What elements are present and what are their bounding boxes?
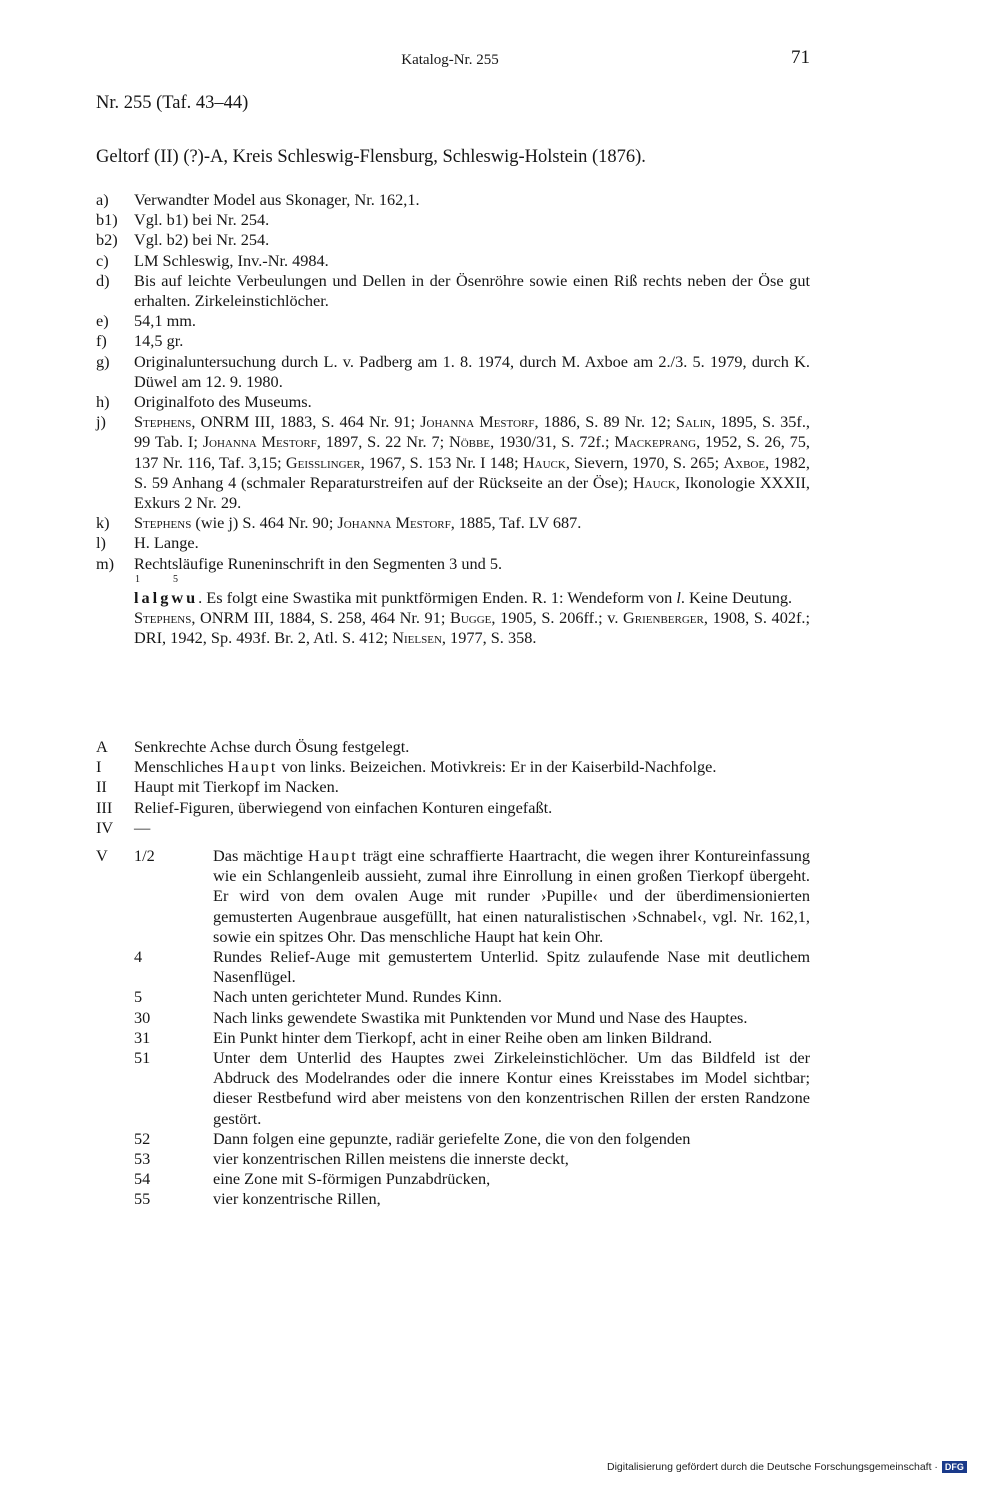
- entry-key: f): [96, 331, 107, 351]
- motif-text: Nach unten gerichteter Mund. Rundes Kinn.: [213, 987, 502, 1007]
- motif-row: [96, 1149, 810, 1169]
- author-name: Mackeprang: [614, 432, 697, 452]
- motif-text: vier konzentrischen Rillen meistens die innerste deckt,: [213, 1149, 569, 1169]
- entry-text: Rechtsläufige Runeninschrift in den Segmenten 3 und 5.: [134, 553, 503, 573]
- motif-row: [96, 846, 810, 947]
- section-key: II: [96, 777, 107, 797]
- motif-row: [96, 1048, 810, 1129]
- section-A: [96, 737, 810, 757]
- entries-list: [96, 190, 810, 648]
- citation-text: , 1895, S. 35f., 99 Tab. I;: [134, 412, 810, 452]
- citation-text: , ONRM III, 1884, S. 258, 464 Nr. 91;: [191, 608, 450, 628]
- entry-text: Vgl. b2) bei Nr. 254.: [134, 230, 270, 250]
- citation-text: , Sievern, 1970, S. 265;: [565, 452, 724, 472]
- entry-text: 54,1 mm.: [134, 311, 196, 331]
- section-text: Menschliches: [134, 757, 228, 777]
- section-key: III: [96, 797, 113, 817]
- motif-row: [96, 987, 810, 1007]
- catalog-number-heading: Nr. 255 (Taf. 43–44): [96, 93, 249, 113]
- entry-b1: [96, 210, 810, 230]
- entry-key: j): [96, 412, 106, 432]
- motif-number: 1/2: [134, 846, 155, 865]
- section-text: Haupt mit Tierkopf im Nacken.: [134, 777, 339, 797]
- rune-transliteration: lalgwu: [134, 587, 199, 607]
- author-name: Nöbbe: [448, 432, 491, 452]
- entry-text: Vgl. b1) bei Nr. 254.: [134, 210, 270, 230]
- author-name: Salin: [675, 412, 712, 432]
- motif-number: 55: [134, 1189, 151, 1209]
- motif-number: 30: [134, 1007, 151, 1027]
- motif-number: 52: [134, 1128, 151, 1148]
- citation-text: , 1977, S. 358.: [441, 628, 537, 648]
- rune-index-5: 5: [173, 573, 178, 585]
- section-II: [96, 777, 810, 797]
- entry-b2: [96, 230, 810, 250]
- entry-key: c): [96, 250, 109, 270]
- entry-e: [96, 311, 810, 331]
- entry-key: b2): [96, 230, 118, 250]
- entry-text: Verwandter Model aus Skonager, Nr. 162,1.: [134, 190, 420, 209]
- author-name: Johanna Mestorf: [337, 513, 451, 533]
- citation-text: , 1905, S. 206ff.; v.: [491, 608, 624, 628]
- author-name: Hauck: [632, 472, 676, 492]
- motif-row: [96, 1129, 810, 1149]
- motif-list: [96, 846, 810, 1210]
- entry-text: H. Lange.: [134, 533, 199, 553]
- motif-number: 54: [134, 1169, 151, 1189]
- motif-text: eine Zone mit S-förmigen Punzabdrücken,: [213, 1169, 491, 1189]
- section-text: —: [134, 817, 151, 837]
- entry-key: b1): [96, 210, 118, 230]
- motif-text: Rundes Relief-Auge mit gemustertem Unterlid. Spitz zulaufende Nase mit deutlichem Nasenflügel.: [213, 947, 810, 987]
- section-key: A: [96, 737, 108, 756]
- motif-number: 5: [134, 987, 143, 1007]
- section-key: IV: [96, 817, 114, 837]
- entry-key: g): [96, 351, 110, 371]
- entry-key: l): [96, 533, 106, 553]
- motif-text: vier konzentrische Rillen,: [213, 1189, 381, 1209]
- section-key: I: [96, 757, 102, 777]
- motif-number: 53: [134, 1149, 151, 1169]
- author-name: Grienberger: [623, 608, 704, 628]
- motif-text: Das mächtige: [213, 846, 308, 865]
- citation-text: , 1885, Taf. LV 687.: [450, 513, 582, 533]
- author-name: Stephens: [134, 513, 192, 533]
- motif-row: [96, 1028, 810, 1048]
- citation-text: , ONRM III, 1883, S. 464 Nr. 91;: [191, 412, 421, 432]
- motif-number: 51: [134, 1048, 151, 1068]
- citation-text: , 1930/31, S. 72f.;: [490, 432, 615, 452]
- motif-text: trägt eine schraffierte Haartracht, die wegen ihrer Kontureinfassung wie ein Schlangenleib aussieht, zumal ihre Einrollung in einen großen Tierkopf übergeht. Er wird von dem ovalen Auge mit runder ›Pupille‹ und der überdimensionierten gemusterten Augenbraue ausgefüllt, hat einen naturalistischen ›Schnabel‹, vgl. Nr. 162,1, sowie ein spitzes Ohr. Das menschliche Haupt hat kein Ohr.: [213, 846, 810, 946]
- citation-text: , 1982, S. 59 Anhang 4 (schmaler Reparaturstreifen auf der Rückseite an der Öse);: [134, 452, 810, 492]
- section-text: Relief-Figuren, überwiegend von einfachen Konturen eingefaßt.: [134, 797, 553, 817]
- entry-f: [96, 331, 810, 351]
- entry-key: e): [96, 311, 109, 331]
- motif-row: [96, 947, 810, 987]
- entry-c: [96, 251, 810, 271]
- entry-a: [96, 190, 810, 210]
- entry-h: [96, 392, 810, 412]
- section-text: von links. Beizeichen. Motivkreis: Er in der Kaiserbild-Nachfolge.: [277, 757, 717, 777]
- entry-text: Originaluntersuchung durch L. v. Padberg am 1. 8. 1974, durch M. Axboe am 2./3. 5. 1979, durch K. Düwel am 12. 9. 1980.: [134, 351, 810, 391]
- entry-g: [96, 352, 810, 392]
- motif-row: [96, 1169, 810, 1189]
- entry-d: [96, 271, 810, 311]
- author-name: Stephens: [134, 608, 192, 628]
- motif-text: Nach links gewendete Swastika mit Punktenden vor Mund und Nase des Hauptes.: [213, 1007, 748, 1027]
- entry-text: Originalfoto des Museums.: [134, 392, 312, 412]
- citation-text: , 1908, S. 402f.; DRI, 1942, Sp. 493f. Br. 2, Atl. S. 412;: [134, 608, 810, 648]
- entry-key: d): [96, 270, 110, 290]
- citation-text: , 1952, S. 26, 75, 137 Nr. 116, Taf. 3,15;: [134, 432, 810, 472]
- rune-letter: l: [676, 587, 681, 607]
- page-number: 71: [791, 47, 810, 68]
- author-name: Hauck: [522, 452, 566, 472]
- motif-row: [96, 1008, 810, 1028]
- entry-key: a): [96, 190, 109, 209]
- citation-text: (wie j) S. 464 Nr. 90;: [191, 513, 338, 533]
- citation-text: , 1967, S. 153 Nr. I 148;: [360, 452, 523, 472]
- section-IV: [96, 818, 810, 838]
- find-place-heading: Geltorf (II) (?)-A, Kreis Schleswig-Flensburg, Schleswig-Holstein (1876).: [96, 147, 646, 167]
- motif-text: Ein Punkt hinter dem Tierkopf, acht in einer Reihe oben am linken Bildrand.: [213, 1027, 713, 1047]
- author-name: Axboe: [723, 452, 766, 472]
- entry-text: LM Schleswig, Inv.-Nr. 4984.: [134, 250, 329, 270]
- citation-text: , Ikonologie XXXII, Exkurs 2 Nr. 29.: [134, 472, 811, 513]
- entry-key: h): [96, 392, 110, 412]
- spaced-term: Haupt: [307, 846, 358, 865]
- section-III: [96, 798, 810, 818]
- citation-text: , 1886, S. 89 Nr. 12;: [534, 412, 676, 432]
- entry-l: [96, 533, 810, 553]
- motif-text: Unter dem Unterlid des Hauptes zwei Zirkeleinstichlöcher. Um das Bildfeld ist der Abdruck des Modelrandes oder die innere Kontur eines Kreisstabes im Model sichtbar; dieser Restbefund wird aber meistens von den konzentrischen Rillen der ersten Randzone gestört.: [213, 1048, 810, 1128]
- motif-number: 4: [134, 947, 143, 967]
- entry-j-literature: [96, 412, 810, 513]
- rune-inscription: [96, 574, 810, 608]
- entry-key: m): [96, 553, 115, 573]
- author-name: Bugge: [449, 608, 492, 628]
- motif-text: Dann folgen eine gepunzte, radiär geriefelte Zone, die von den folgenden: [213, 1128, 691, 1148]
- spaced-term: Haupt: [227, 757, 278, 777]
- running-head: Katalog-Nr. 255: [401, 52, 499, 68]
- entry-m: [96, 554, 810, 574]
- entry-key: k): [96, 513, 110, 533]
- citation-text: , 1897, S. 22 Nr. 7;: [316, 432, 449, 452]
- rune-description-end: . Keine Deutung.: [680, 587, 793, 607]
- rune-index-1: 1: [135, 573, 140, 585]
- motif-row: [96, 1189, 810, 1209]
- description-sections: [96, 737, 810, 838]
- entry-text: 14,5 gr.: [134, 331, 184, 351]
- author-name: Johanna Mestorf: [202, 432, 317, 452]
- dfg-logo: DFG: [942, 1461, 967, 1473]
- motif-section-key: V: [96, 846, 108, 865]
- footer-text: Digitalisierung gefördert durch die Deutsche Forschungsgemeinschaft ·: [607, 1461, 938, 1473]
- motif-number: 31: [134, 1027, 151, 1047]
- entry-text: Bis auf leichte Verbeulungen und Dellen in der Ösenröhre sowie einen Riß rechts neben der Öse gut erhalten. Zirkeleinstichlöcher.: [134, 270, 810, 311]
- entry-k: [96, 513, 810, 533]
- section-text: Senkrechte Achse durch Ösung festgelegt.: [134, 737, 410, 756]
- author-name: Stephens: [134, 412, 192, 432]
- author-name: Johanna Mestorf: [420, 412, 535, 432]
- digitization-footer: [607, 1460, 967, 1474]
- section-I: [96, 757, 810, 777]
- author-name: Nielsen: [392, 628, 442, 648]
- author-name: Geisslinger: [285, 452, 361, 472]
- rune-description: . Es folgt eine Swastika mit punktförmigen Enden. R. 1: Wendeform von: [198, 587, 677, 607]
- rune-literature: [96, 608, 810, 648]
